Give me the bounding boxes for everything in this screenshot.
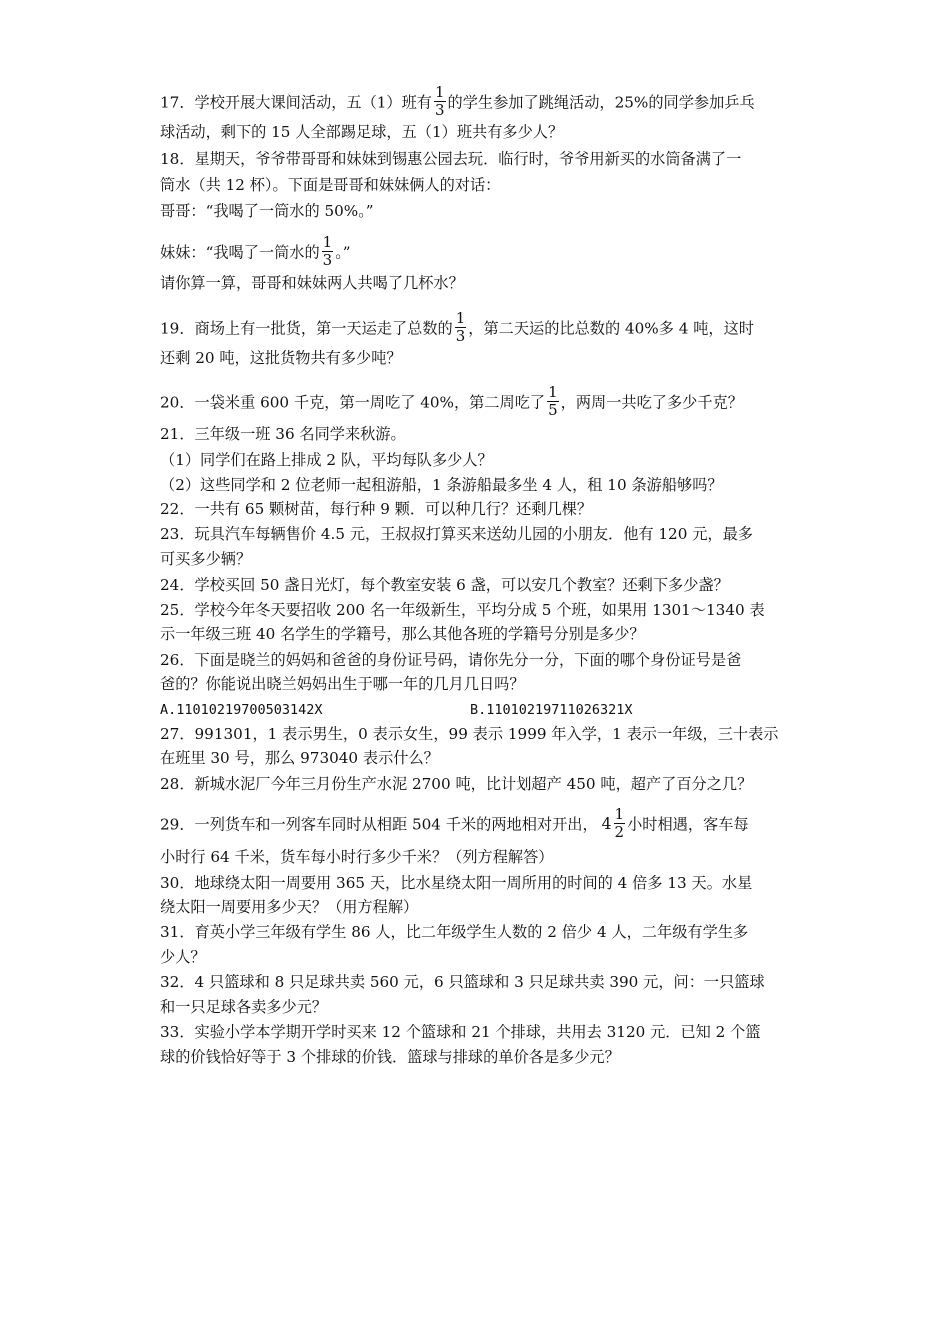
line-q22: 22．一共有 65 颗树苗，每行种 9 颗．可以种几行？还剩几棵？ [160,500,593,518]
line-q19-1: 19．商场上有一批货，第一天运走了总数的 $\frac{1}{3}$ ，第二天运的比总数的 40%多 4 吨，这时 [160,309,754,345]
line-q31-2: 少人？ [160,948,206,966]
fraction-one-third: $\frac{1}{3}$ [455,309,466,345]
option-b-id-number: B.11010219711026321X [470,702,633,718]
line-q30-1: 30．地球绕太阳一周要用 365 天，比水星绕太阳一周所用的时间的 4 倍多 13 天。水星 [160,874,753,892]
line-q17-2: 球活动，剩下的 15 人全部踢足球，五（1）班共有多少人？ [160,123,564,141]
line-q33-2: 球的价钱恰好等于 3 个排球的价钱．篮球与排球的单价各是多少元？ [160,1048,620,1066]
mixed-number-fraction: $\frac{1}{2}$ [614,805,625,841]
line-q18-1: 18．星期天，爷爷带哥哥和妹妹到锡惠公园去玩．临行时，爷爷用新买的水筒备满了一 [160,150,742,168]
fraction-one-third: $\frac{1}{3}$ [322,233,333,269]
line-q18-4: 妹妹：“我喝了一筒水的 $\frac{1}{3}$ 。” [160,233,351,269]
line-q29-2: 小时行 64 千米，货车每小时行多少千米？（列方程解答） [160,848,554,866]
line-q32-2: 和一只足球各卖多少元？ [160,998,328,1016]
line-q20: 20．一袋米重 600 千克，第一周吃了 40%，第二周吃了 $\frac{1}{5}$ ，两周一共吃了多少千克？ [160,383,743,419]
line-q25-2: 示一年级三班 40 名学生的学籍号，那么其他各班的学籍号分别是多少？ [160,625,645,643]
line-q29-1: 29．一列货车和一列客车同时从相距 504 千米的两地相对开出， 4 $\frac{1}{2}$ 小时相遇，客车每 [160,805,749,841]
option-a-id-number: A.11010219700503142X [160,702,323,718]
line-q23-2: 可买多少辆？ [160,550,252,568]
line-q28: 28．新城水泥厂今年三月份生产水泥 2700 吨，比计划超产 450 吨，超产了百分之几？ [160,775,753,793]
line-q27-1: 27．991301，1 表示男生，0 表示女生，99 表示 1999 年入学，1 表示一年级，三十表示 [160,725,779,743]
line-q23-1: 23．玩具汽车每辆售价 4.5 元，王叔叔打算买来送幼儿园的小朋友．他有 120 元，最多 [160,525,753,543]
line-q18-3: 哥哥：“我喝了一筒水的 50%。” [160,202,374,220]
line-q27-2: 在班里 30 号，那么 973040 表示什么？ [160,749,439,767]
line-q31-1: 31．育英小学三年级有学生 86 人，比二年级学生人数的 2 倍少 4 人，二年级有学生多 [160,923,749,941]
line-q18-2: 筒水（共 12 杯）。下面是哥哥和妹妹俩人的对话： [160,176,501,194]
fraction-one-fifth: $\frac{1}{5}$ [548,383,558,419]
line-q30-2: 绕太阳一周要用多少天？（用方程解） [160,898,419,916]
line-q26-2: 爸的？你能说出晓兰妈妈出生于哪一年的几月几日吗？ [160,675,525,693]
line-q24: 24．学校买回 50 盏日光灯，每个教室安装 6 盏，可以安几个教室？还剩下多少盏？ [160,576,729,594]
line-q32-1: 32．4 只篮球和 8 只足球共卖 560 元，6 只篮球和 3 只足球共卖 390 元，问：一只篮球 [160,973,765,991]
line-q21-3: （2）这些同学和 2 位老师一起租游船，1 条游船最多坐 4 人，租 10 条游船够吗？ [160,476,723,494]
line-q19-2: 还剩 20 吨，这批货物共有多少吨？ [160,349,402,367]
line-q26-1: 26．下面是晓兰的妈妈和爸爸的身份证号码，请你先分一分，下面的哪个身份证号是爸 [160,651,742,669]
fraction-one-third: $\frac{1}{3}$ [435,83,445,119]
line-q21-1: 21．三年级一班 36 名同学来秋游。 [160,425,406,443]
line-q25-1: 25．学校今年冬天要招收 200 名一年级新生，平均分成 5 个班，如果用 1301～1340 表 [160,601,765,619]
line-q18-5: 请你算一算，哥哥和妹妹两人共喝了几杯水？ [160,274,464,292]
line-q17-1: 17．学校开展大课间活动，五（1）班有 $\frac{1}{3}$ 的学生参加了跳绳活动，25%的同学参加乒乓 [160,83,755,119]
line-q21-2: （1）同学们在路上排成 2 队，平均每队多少人？ [160,451,493,469]
line-q33-1: 33．实验小学本学期开学时买来 12 个篮球和 21 个排球，共用去 3120 元．已知 2 个篮 [160,1023,761,1041]
